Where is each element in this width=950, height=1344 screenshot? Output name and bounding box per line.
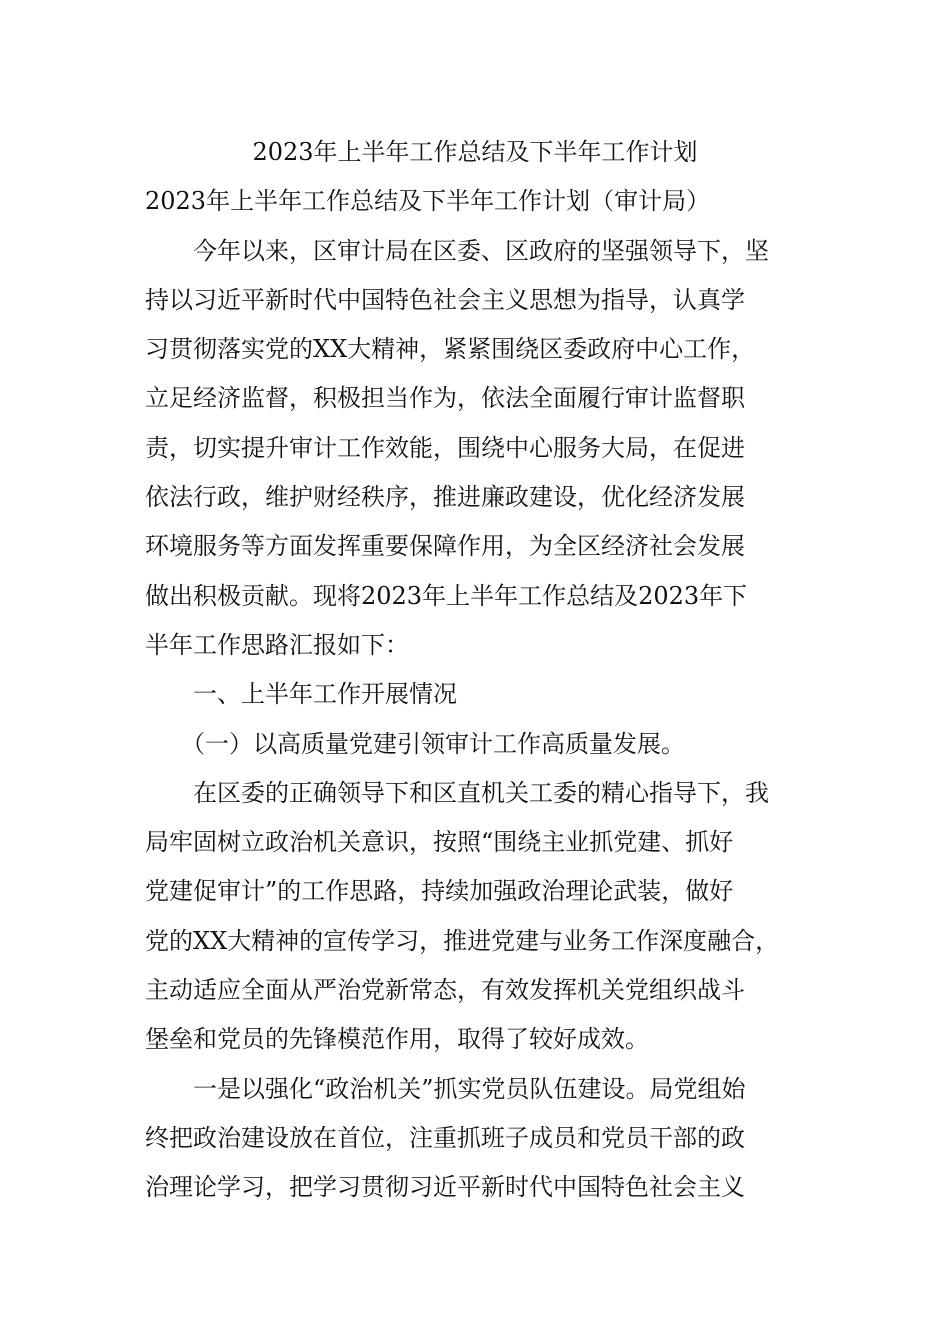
subsection-heading: （一）以高质量党建引领审计工作高质量发展。	[145, 729, 685, 758]
text-line: 习贯彻落实党的XX大精神，紧紧围绕区委政府中心工作，	[145, 335, 756, 364]
text-line: 在区委的正确领导下和区直机关工委的精心指导下，我	[145, 778, 769, 807]
text-line: 一是以强化“政治机关”抓实党员队伍建设。局党组始	[145, 1074, 746, 1103]
text-line: 治理论学习，把学习贯彻习近平新时代中国特色社会主义	[145, 1173, 745, 1202]
document-body	[145, 128, 825, 1213]
text-line: 依法行政，维护财经秩序，推进廉政建设，优化经济发展	[145, 483, 745, 512]
text-line: 局牢固树立政治机关意识，按照“围绕主业抓党建、抓好	[145, 828, 734, 857]
text-line: 做出积极贡献。现将2023年上半年工作总结及2023年下	[145, 581, 748, 610]
text-line: 半年工作思路汇报如下：	[145, 630, 409, 659]
section-heading: 一、上半年工作开展情况	[145, 680, 457, 709]
document-title: 2023年上半年工作总结及下半年工作计划	[252, 138, 698, 166]
text-line: 党建促审计”的工作思路，持续加强政治理论武装，做好	[145, 877, 734, 906]
text-line: 党的XX大精神的宣传学习，推进党建与业务工作深度融合，	[145, 926, 780, 955]
text-line: 今年以来，区审计局在区委、区政府的坚强领导下，坚	[145, 236, 769, 265]
text-line: 环境服务等方面发挥重要保障作用，为全区经济社会发展	[145, 532, 745, 561]
text-line: 持以习近平新时代中国特色社会主义思想为指导，认真学	[145, 285, 745, 314]
text-line: 主动适应全面从严治党新常态，有效发挥机关党组织战斗	[145, 976, 745, 1005]
text-line: 立足经济监督，积极担当作为，依法全面履行审计监督职	[145, 384, 745, 413]
text-line: 堡垒和党员的先锋模范作用，取得了较好成效。	[145, 1025, 649, 1054]
text-line: 终把政治建设放在首位，注重抓班子成员和党员干部的政	[145, 1123, 745, 1152]
text-line: 责，切实提升审计工作效能，围绕中心服务大局，在促进	[145, 433, 745, 462]
document-subtitle: 2023年上半年工作总结及下半年工作计划（审计局）	[145, 187, 711, 216]
